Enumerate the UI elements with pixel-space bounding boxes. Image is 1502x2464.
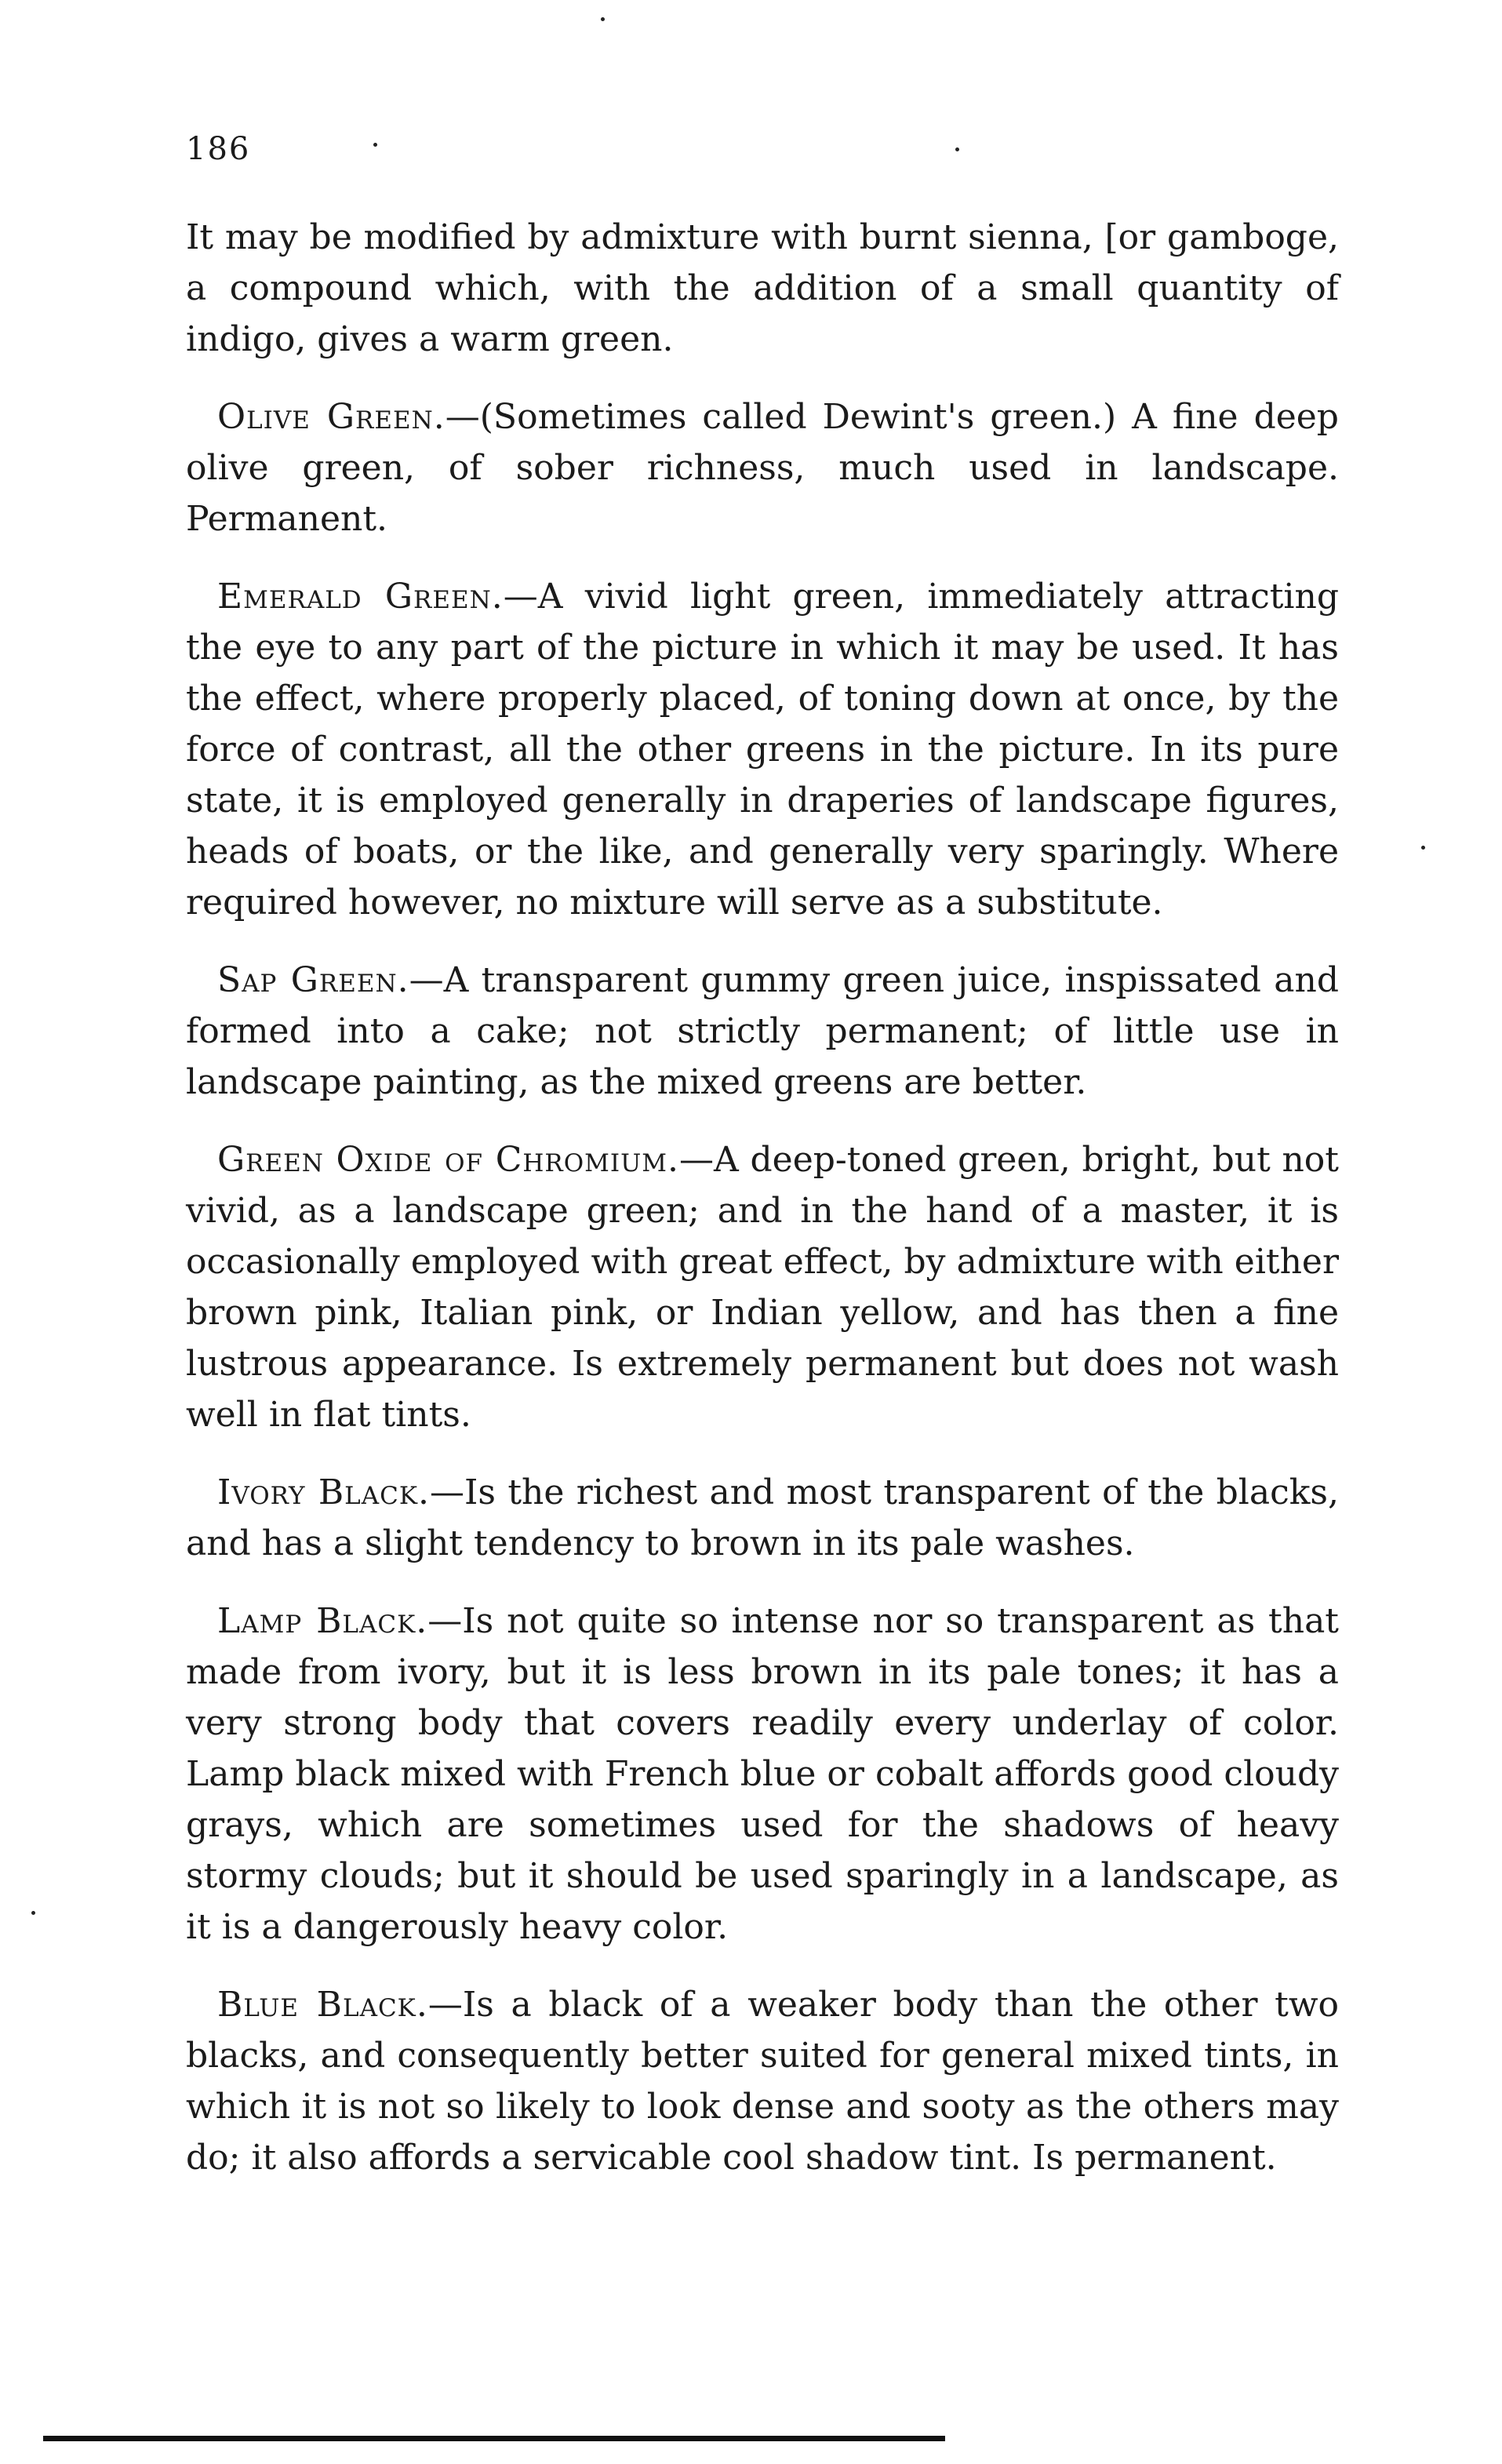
- paragraph-heading: Ivory Black.: [217, 1472, 431, 1512]
- paragraph-emerald-green: [186, 571, 1339, 928]
- scan-speck: [601, 17, 605, 21]
- paragraph-body: —A vivid light green, immediately attracting the eye to any part of the picture in which it may be used. It has the effect, where properly placed, of toning down at once, by the force of contrast, all the other greens in the picture. In its pure state, it is employed generally in draperies of landscape figures, heads of boats, or the like, and generally very sparingly. Where required however, no mixture will serve as a substitute.: [186, 577, 1339, 923]
- bottom-rule: [43, 2436, 945, 2441]
- paragraph-heading: Lamp Black.: [217, 1601, 428, 1641]
- page-number: 186: [186, 131, 251, 167]
- paragraph-lamp-black: [186, 1596, 1339, 1953]
- scan-speck: [1421, 846, 1425, 850]
- paragraph-heading: Emerald Green.: [217, 577, 504, 617]
- paragraph-olive-green: [186, 391, 1339, 544]
- scan-speck: [31, 1911, 35, 1915]
- paragraph-continuation: [186, 212, 1339, 365]
- paragraph-heading: Olive Green.: [217, 397, 446, 437]
- paragraph-body: It may be modified by admixture with burnt sienna, [or gamboge, a compound which, with the addition of a small quantity of indigo, gives a warm green.: [186, 217, 1339, 359]
- paragraph-body: —A transparent gummy green juice, inspissated and formed into a cake; not strictly permanent; of little use in landscape painting, as the mixed greens are better.: [186, 960, 1340, 1102]
- paragraph-body: —Is not quite so intense nor so transparent as that made from ivory, but it is less brown in its pale tones; it has a very strong body that covers readily every underlay of color. Lamp black mixed with French blue or cobalt affords good cloudy grays, which are sometimes used for the shadows of heavy stormy clouds; but it should be used sparingly in a landscape, as it is a dangerously heavy color.: [186, 1601, 1339, 1947]
- paragraph-heading: Green Oxide of Chromium.: [217, 1140, 680, 1180]
- paragraph-sap-green: [186, 955, 1339, 1108]
- paragraph-ivory-black: [186, 1467, 1339, 1569]
- paragraph-body: —Is the richest and most transparent of the blacks, and has a slight tendency to brown in its pale washes.: [186, 1472, 1339, 1563]
- paragraph-blue-black: [186, 1979, 1339, 2183]
- paragraph-body: —(Sometimes called Dewint's green.) A fine deep olive green, of sober richness, much used in landscape. Permanent.: [186, 397, 1339, 539]
- paragraph-body: —A deep-toned green, bright, but not vivid, as a landscape green; and in the hand of a master, it is occasionally employed with great effect, by admixture with either brown pink, Italian pink, or Indian yellow, and has then a fine lustrous appearance. Is extremely permanent but does not wash well in flat tints.: [186, 1140, 1339, 1435]
- scan-speck: [955, 147, 959, 151]
- scan-speck: [373, 143, 377, 147]
- page-body: [186, 212, 1339, 2210]
- paragraph-heading: Sap Green.: [217, 960, 409, 1000]
- paragraph-green-oxide-of-chromium: [186, 1134, 1339, 1440]
- paragraph-body: —Is a black of a weaker body than the other two blacks, and consequently better suited for general mixed tints, in which it is not so likely to look dense and sooty as the others may do; it also affords a servicable cool shadow tint. Is permanent.: [186, 1985, 1339, 2178]
- paragraph-heading: Blue Black.: [217, 1985, 428, 2025]
